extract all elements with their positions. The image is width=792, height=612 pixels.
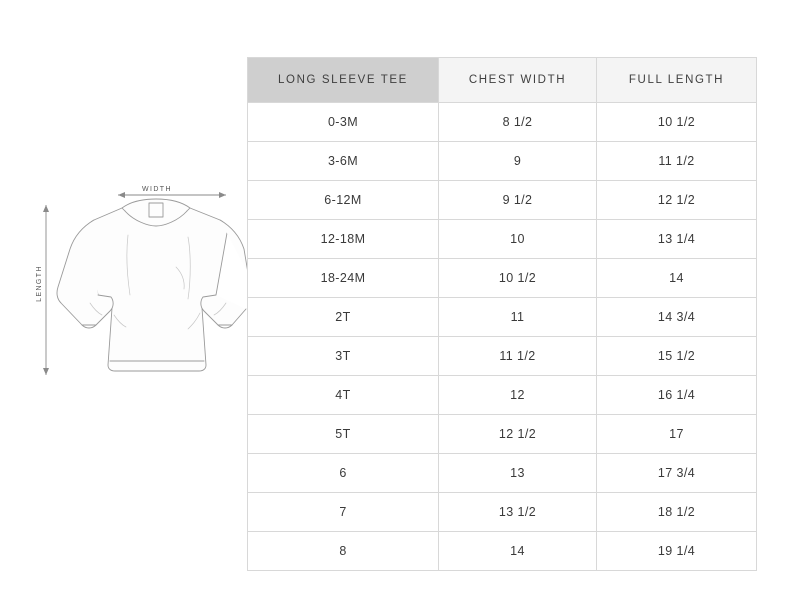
table-header-row	[248, 58, 757, 103]
chest-width-cell: 11	[439, 298, 597, 337]
chest-width-cell: 8 1/2	[439, 103, 597, 142]
table-header	[248, 58, 757, 103]
size-cell: 5T	[248, 415, 439, 454]
chest-width-cell: 13	[439, 454, 597, 493]
column-header-product: LONG SLEEVE TEE	[248, 58, 439, 103]
table-body	[248, 103, 757, 571]
full-length-cell: 19 1/4	[597, 532, 757, 571]
table-row	[248, 493, 757, 532]
full-length-cell: 15 1/2	[597, 337, 757, 376]
chest-width-cell: 9 1/2	[439, 181, 597, 220]
size-cell: 6-12M	[248, 181, 439, 220]
size-cell: 6	[248, 454, 439, 493]
column-header-full-length: FULL LENGTH	[597, 58, 757, 103]
chest-width-cell: 13 1/2	[439, 493, 597, 532]
full-length-cell: 11 1/2	[597, 142, 757, 181]
table-row	[248, 142, 757, 181]
full-length-cell: 12 1/2	[597, 181, 757, 220]
full-length-cell: 16 1/4	[597, 376, 757, 415]
table-row	[248, 532, 757, 571]
table-row	[248, 337, 757, 376]
table-row	[248, 376, 757, 415]
table-row	[248, 454, 757, 493]
size-cell: 3T	[248, 337, 439, 376]
table-row	[248, 298, 757, 337]
size-cell: 18-24M	[248, 259, 439, 298]
table-row	[248, 220, 757, 259]
long-sleeve-tee-icon	[30, 175, 250, 400]
size-cell: 12-18M	[248, 220, 439, 259]
table-row	[248, 181, 757, 220]
size-cell: 4T	[248, 376, 439, 415]
chest-width-cell: 9	[439, 142, 597, 181]
chest-width-cell: 10 1/2	[439, 259, 597, 298]
size-chart-table	[247, 57, 757, 571]
table-row	[248, 415, 757, 454]
length-dimension-label: LENGTH	[35, 265, 43, 302]
chest-width-cell: 11 1/2	[439, 337, 597, 376]
size-cell: 3-6M	[248, 142, 439, 181]
full-length-cell: 17 3/4	[597, 454, 757, 493]
width-dimension-label: WIDTH	[142, 186, 172, 193]
size-cell: 2T	[248, 298, 439, 337]
garment-diagram	[30, 175, 250, 400]
full-length-cell: 14	[597, 259, 757, 298]
full-length-cell: 17	[597, 415, 757, 454]
full-length-cell: 10 1/2	[597, 103, 757, 142]
chest-width-cell: 10	[439, 220, 597, 259]
chest-width-cell: 14	[439, 532, 597, 571]
table-row	[248, 259, 757, 298]
table-row	[248, 103, 757, 142]
chest-width-cell: 12	[439, 376, 597, 415]
full-length-cell: 13 1/4	[597, 220, 757, 259]
size-cell: 0-3M	[248, 103, 439, 142]
full-length-cell: 18 1/2	[597, 493, 757, 532]
size-cell: 8	[248, 532, 439, 571]
size-cell: 7	[248, 493, 439, 532]
chest-width-cell: 12 1/2	[439, 415, 597, 454]
column-header-chest-width: CHEST WIDTH	[439, 58, 597, 103]
full-length-cell: 14 3/4	[597, 298, 757, 337]
